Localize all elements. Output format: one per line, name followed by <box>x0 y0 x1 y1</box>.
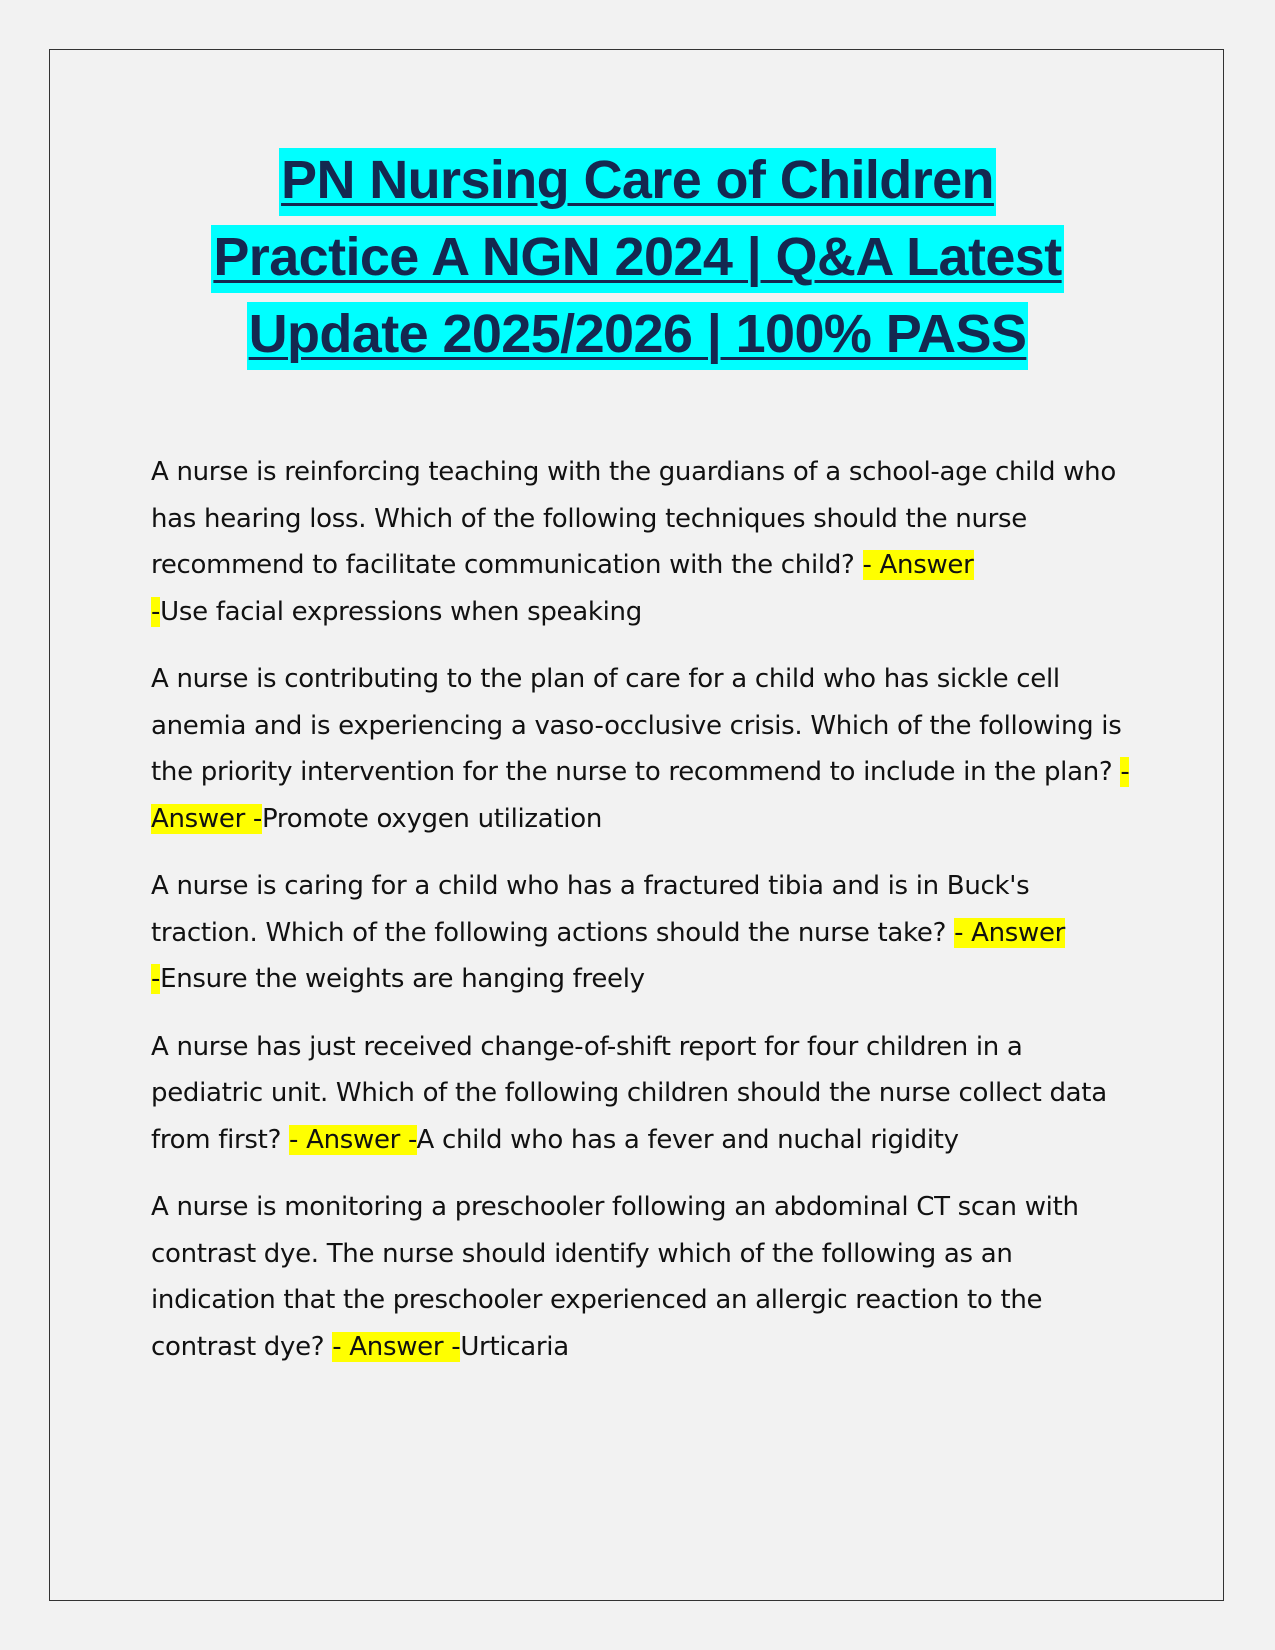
answer-marker: - Answer <box>862 550 974 580</box>
question-text: A nurse is reinforcing teaching with the guardians of a school-age child who has hearing loss. Which of the following techniques should the nurse recommend to facilitate communication with the child? <box>151 457 1116 580</box>
answer-text: Urticaria <box>460 1331 569 1362</box>
answer-marker: - Answer - <box>289 1124 417 1155</box>
title-line-text: Update 2025/2026 | 100% PASS <box>247 302 1029 370</box>
answer-text: Ensure the weights are hanging freely <box>160 964 645 994</box>
document-title <box>100 142 1175 373</box>
question-text: A nurse has just received change-of-shift report for four children in a pediatric unit. Which of the following children should the nurse collect data from first? <box>151 1031 1107 1155</box>
answer-text: Promote oxygen utilization <box>262 803 603 834</box>
question-text: A nurse is contributing to the plan of care for a child who has sickle cell anemia and is experiencing a vaso-occlusive crisis. Which of the following is the priority intervention for the nurse to recommend to include in the plan? <box>151 664 1122 787</box>
answer-marker: - Answer - <box>332 1331 461 1362</box>
qa-list <box>151 449 1136 1391</box>
qa-item <box>151 863 1136 1003</box>
question-text: A nurse is monitoring a preschooler following an abdominal CT scan with contrast dye. The nurse should identify which of the following as an indication that the preschooler experienced an allergic reaction to the contrast dye? <box>151 1192 1079 1362</box>
title-line-text: PN Nursing Care of Children <box>279 148 996 216</box>
title-line <box>100 296 1175 373</box>
answer-marker: - Answer - <box>151 757 1130 834</box>
answer-text: Use facial expressions when speaking <box>160 596 642 627</box>
title-line <box>100 142 1175 219</box>
answer-text: A child who has a fever and nuchal rigidity <box>416 1124 959 1155</box>
qa-item <box>151 449 1136 635</box>
title-line-text: Practice A NGN 2024 | Q&A Latest <box>211 225 1063 293</box>
qa-item <box>151 1024 1136 1164</box>
question-text: A nurse is caring for a child who has a fractured tibia and is in Buck's traction. Which of the following actions should the nurse take? <box>151 871 1030 948</box>
title-line <box>100 219 1175 296</box>
answer-marker-tail: - <box>151 596 161 627</box>
answer-marker-tail: - <box>151 964 161 994</box>
qa-item <box>151 656 1136 842</box>
answer-marker: - Answer <box>954 917 1066 948</box>
qa-item <box>151 1184 1136 1370</box>
